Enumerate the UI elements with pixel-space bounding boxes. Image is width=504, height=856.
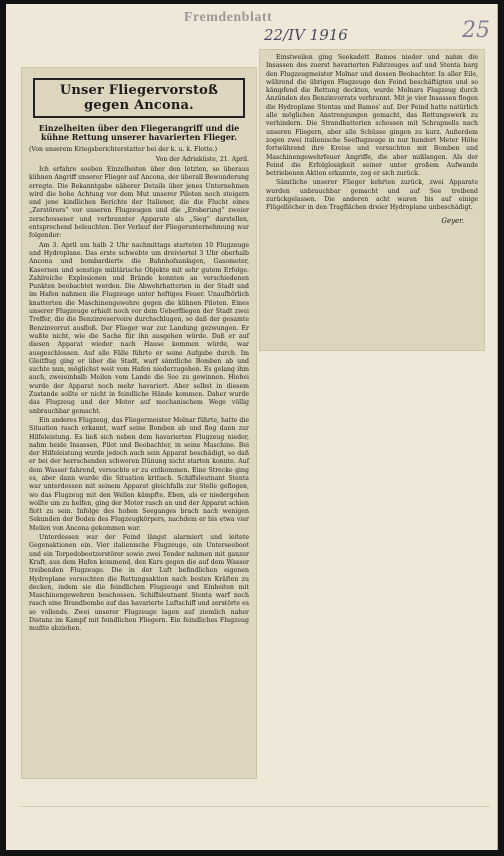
paragraph: Ein anderes Flugzeug, das Fliegermeister Molnar führte, hatte die Situation rasch erkannt, warf seine Bomben ab und flog dann zur Hilfeleistung. Es ließ sich neben dem havarierten Flugzeug nieder, nahm beide Insassen, Pilot und Beobachter, in seine Maschine. Bei der Hilfeleistung wurde jedoch auch sein Apparat beschädigt, so daß er bei der herrschenden schweren Dünung nicht starten konnte. Auf dem Wasser fahrend, versuchte er zu entkommen. Eine Strecke ging es, aber dann wurde die Situation kritisch. Schiffsleutnant Stenta war unterdessen mit seinem Apparat gleichfalls zur Stelle geflogen, wo das Flugzeug mit den Wellen kämpfte. Eben, als er niedergehen wollte um zu helfen, ging der Motor rasch an und der Apparat schien flott zu sein. Infolge des hohen Seeganges brach nach wenigen Sekunden der Boden des Flugzeugkörpers, nachdem er bis etwa vier Meilen von Ancona gekommen war. [29,416,249,532]
handwritten-date: 22/IV 1916 [264,26,348,44]
paragraph: Sämtliche unserer Flieger kehrten zurück, zwei Apparate wurden unbrauchbar gemacht und auf See treibend zurückgelassen. Die anderen acht waren bis auf einige Flügellöcher in den Tragflächen dreier Hydroplane unbeschädigt. [266,179,478,212]
paragraph: Am 3. April um halb 2 Uhr nachmittags starteten 10 Flugzeuge und Hydroplane. Das erste schwebte um dreiviertel 3 Uhr oberhalb Ancona und bombardierte die Bahnhofsanlagen, Gasometer, Kasernen und sonstige militärische Objekte mit sehr gutem Erfolge. Zahlreiche Explosionen und Brände konnten an verschiedenen Punkten beobachtet werden. Die Abwehrbatterien in der Stadt und im Hafen nahmen die Flugzeuge unter heftiges Feuer. Unaufhörlich knatterten die Maschinengewehre gegen die kühnen Piloten. Eines unserer Flugzeuge erhielt noch vor dem Ueberfliegen der Stadt zwei Treffer, die die Benzinreservoire durchschlugen, so daß der gesamte Benzinvorrat ausfloß. Der Flieger war zur Landung gezwungen. Er wußte nicht, wie die Sache für ihn ausgehen würde. Daß er auf diesen Apparat wieder nach Hause kommen würde, war ausgeschlossen. Auf alle Fälle führte er seine Aufgabe durch. Im Gleitflug ging er über die Stadt, warf sämtliche Bomben ab und suchte nun, möglichst weit vom Hafen niederzugehen. Es gelang ihm auch, zweieinhalb Meilen vom Lande die See zu gewinnen. Hiebei wurde der Apparat noch mehr havariert. Aber selbst in diesem Zustande sollte er nicht in feindliche Hände kommen. Daher wurde das Flugzeug und der Motor auf mechanischem Wege völlig unbrauchbar gemacht. [29,241,249,415]
paragraph: Ich erfahre soeben Einzelheiten über den letzten, so überaus kühnen Angriff unserer Flieger auf Ancona, der überall Bewunderung erregte. Die Bekanntgabe näherer Details über jenes Unternehmen wird die hohe Achtung vor dem Mut unserer Piloten noch steigern und jene kindlichen Berichte der Italiener, die die Flucht eines „Zerstörers“ vor unseren Flugzeugen und die „Eroberung“ zweier zerschossener und verbrannter Apparate als „Sieg“ darstellen, entsprechend beleuchten. Der Verlauf der Fliegerunternehmung war folgender: [29,166,249,240]
article-subhead: Einzelheiten über den Fliegerangriff und die kühne Rettung unserer havarierten Flieger. [38,123,240,142]
article-clipping-left [22,68,256,778]
page-divider [20,806,490,807]
article-clipping-right [260,50,484,350]
paragraph: Einstweilen ging Seekadett Bamos nieder und nahm die Insassen des zuerst havarierten Fahrzeuges auf und Stenta barg den Flugzeugmeister Molnar und dessen Beobachter. In aller Eile, während die übrigen Flugzeuge den Feind beschäftigten und so kämpfend die Rettung deckten, wurde Molnars Flugzeug durch Anzünden des Benzinvorrats verbrannt. Mit je vier Insassen flogen die Hydroplane Stentas und Bamos' auf. Der Feind hatte natürlich alle möglichen Anstrengungen gemacht, das Rettungswerk zu verhindern. Die Strandbatterien schossen mit Schrapnells nach unseren Fliegern, aber alle Schüsse gingen zu kurz. Außerdem zogen zwei italienische Seeflugzeuge in nur hundert Meter Höhe fortwährend ihre Kreise und versuchten mit Bomben und Maschinengewehrfeuer Angriffe, die aber mißlangen. Als der Feind die Erfolglosigkeit seiner unter großem Aufwande betriebenen Aktion erkannte, zog er sich zurück. [266,54,478,178]
newspaper-stamp: Fremdenblatt [184,10,273,25]
paragraph: Unterdessen war der Feind längst alarmiert und leitete Gegenaktionen ein. Vier italienische Flugzeuge, ein Unterseeboot und ein Torpedobootzerstörer sowie zwei Tender nahmen mit ganzer Kraft, aus dem Hafen kommend, den Kurs gegen die auf dem Wasser treibenden Flugzeuge. Die in der Luft befindlichen eigenen Hydroplane versuchten die Rettungsaktion nach besten Kräften zu decken, indem sie die feindlichen Flugzeuge und Einheiten mit Maschinengewehren beschossen. Schiffsleutnant Stenta warf noch rasch eine Brandbombe auf das havarierte Luftschiff und zerstörte es so vollends. Zwei unserer Flugzeuge lagen auf ziemlich naher Distanz im Kampf mit feindlichen Fliegern. Ein feindliches Flugzeug mußte abziehen. [29,534,249,633]
article-headline: Unser Fliegervorstoß gegen Ancona. [33,78,245,118]
article-source: (Von unserem Kriegsberichterstatter bei der k. u. k. Flotte.) [29,146,218,153]
article-dateline: Von der Adriaküste, 21. April. [155,156,249,163]
article-body-left [29,166,249,634]
author-signature: Geyer. [441,216,464,225]
document-page [6,4,498,850]
handwritten-page-number: 25 [462,18,490,43]
article-body-right [266,54,478,213]
